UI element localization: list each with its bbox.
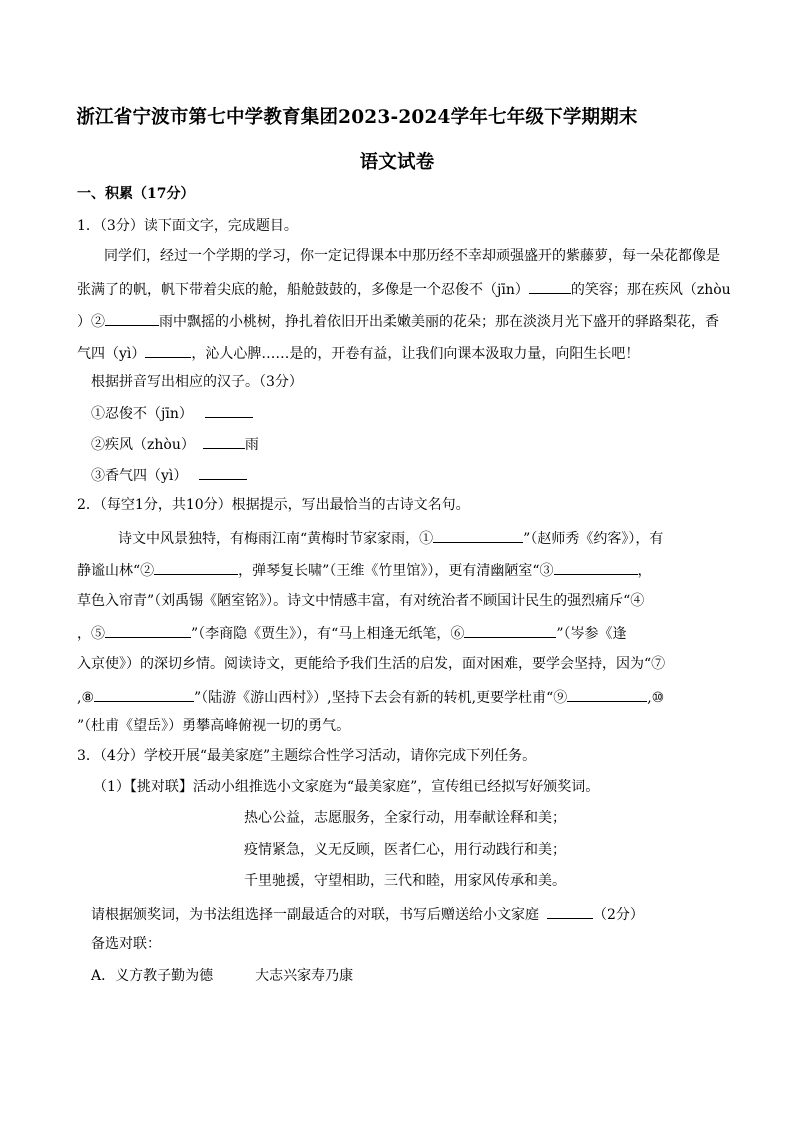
q3-request-score: （2分） <box>593 907 644 923</box>
q1-item-2 <box>91 433 259 455</box>
q2-text: ,⑩ <box>647 690 665 706</box>
q2-text: ”（李商隐《贾生》），有“马上相逢无纸笔，⑥ <box>191 626 465 642</box>
q2-text: ， <box>637 563 652 579</box>
option-a-left: A．义方教子勤为德 <box>91 968 214 984</box>
q2-line2 <box>77 559 652 581</box>
q1-passage-seg: ，沁人心脾……是的，开卷有益，让我们向课本汲取力量，向阳生长吧！ <box>191 346 640 362</box>
answer-blank[interactable] <box>529 278 571 294</box>
answer-blank[interactable] <box>205 402 253 418</box>
q2-text: ”（赵师秀《约客》），有 <box>523 531 664 547</box>
doc-title-line1: 浙江省宁波市第七中学教育集团2023-2024学年七年级下学期期末 <box>76 107 638 128</box>
q1-passage-seg: ）② <box>77 314 105 330</box>
q1-passage-line2 <box>77 278 731 300</box>
q2-text: ”（岑参《逢 <box>556 626 627 642</box>
option-a[interactable] <box>91 966 353 986</box>
answer-blank[interactable] <box>94 686 194 702</box>
q2-text: ，弹琴复长啸”（王维《竹里馆》），更有清幽陋室“③ <box>238 563 554 579</box>
q2-line7 <box>77 716 350 736</box>
q2-line5 <box>77 654 665 674</box>
answer-blank[interactable] <box>145 342 191 358</box>
q1-item-1 <box>91 402 253 424</box>
answer-blank[interactable] <box>105 622 191 638</box>
q3-request <box>91 903 644 925</box>
q2-text: 入京使》）的深切乡情。阅读诗文，更能给予我们生活的启发，面对困难，要学会坚持，因为“⑦ <box>77 656 666 672</box>
q1-passage-seg: 雨中飘摇的小桃树，挣扎着依旧开出柔嫩美丽的花朵；那在淡淡月光下盛开的驿路梨花，香 <box>159 314 719 330</box>
options-label: 备选对联： <box>91 936 161 952</box>
answer-blank[interactable] <box>547 903 593 919</box>
q1-item-label: ②疾风（zhòu） <box>91 437 195 453</box>
option-a-right: 大志兴家寿乃康 <box>255 968 354 984</box>
q2-text: 静谧山林“② <box>77 563 155 579</box>
answer-blank[interactable] <box>433 527 523 543</box>
award-line-1: 热心公益，志愿服务，全家行动，用奉献诠释和美； <box>244 810 566 826</box>
award-line-2: 疫情紧急，义无反顾，医者仁心，用行动践行和美； <box>244 842 566 858</box>
section-heading: 一、积累（17分） <box>77 186 195 202</box>
q2-text: ”（杜甫《望岳》）勇攀高峰俯视一切的勇气。 <box>77 718 351 734</box>
q2-line1 <box>118 527 663 549</box>
q2-text: 草色入帘青”（刘禹锡《陋室铭》）。诗文中情感丰富，有对统治者不顾国计民生的强烈痛斥“④ <box>77 593 645 609</box>
q1-passage-seg: 张满了的帆，帆下带着尖底的舱，船舱鼓鼓的，多像是一个忍俊不（jīn） <box>77 282 529 298</box>
q1-item-3 <box>91 464 247 486</box>
q1-passage-seg: 的笑容；那在疾风（zhòu <box>570 282 731 298</box>
award-line-3: 千里驰援，守望相助，三代和睦，用家风传承和美。 <box>244 873 566 889</box>
q2-stem: 2．（每空1分，共10分）根据提示，写出最恰当的古诗文名句。 <box>77 497 470 513</box>
q1-passage-seg: 气四（yì） <box>77 346 146 362</box>
q3-request-text: 请根据颁奖词，为书法组选择一副最适合的对联，书写后赠送给小文家庭 <box>91 907 539 923</box>
q1-item-label: ①忍俊不（jīn） <box>91 406 193 422</box>
q1-passage-line4 <box>77 342 639 364</box>
q1-item-label: ③香气四（yì） <box>91 468 188 484</box>
q1-passage-line1: 同学们，经过一个学期的学习，你一定记得课本中那历经不幸却顽强盛开的紫藤萝，每一朵花都像是 <box>104 248 720 264</box>
q3-stem: 3．（4分）学校开展“最美家庭”主题综合性学习活动，请你完成下列任务。 <box>77 748 537 764</box>
answer-blank[interactable] <box>154 559 238 575</box>
q1-passage-line3 <box>77 310 719 332</box>
q2-text: ,⑧ <box>77 690 95 706</box>
answer-blank[interactable] <box>203 433 245 449</box>
q3-sub1: （1）【挑对联】活动小组推选小文家庭为“最美家庭”，宣传组已经拟写好颁奖词。 <box>93 779 600 795</box>
answer-blank[interactable] <box>199 464 247 480</box>
answer-blank[interactable] <box>554 559 638 575</box>
q2-line6 <box>77 686 664 708</box>
answer-blank[interactable] <box>105 310 159 326</box>
q1-stem: 1．（3分）读下面文字，完成题目。 <box>77 218 298 234</box>
q2-text: ，⑤ <box>77 626 105 642</box>
answer-blank[interactable] <box>464 622 556 638</box>
q1-item-suffix: 雨 <box>244 437 259 453</box>
q2-text: 诗文中风景独特，有梅雨江南“黄梅时节家家雨，① <box>118 531 434 547</box>
q1-instruction: 根据拼音写出相应的汉子。（3分） <box>91 374 303 390</box>
q2-line3 <box>77 591 644 611</box>
doc-title-line2: 语文试卷 <box>359 152 435 173</box>
answer-blank[interactable] <box>567 686 647 702</box>
q2-text: ”（陆游《游山西村》）,坚持下去会有新的转机,更要学杜甫“⑨ <box>194 690 568 706</box>
q2-line4 <box>77 622 627 644</box>
